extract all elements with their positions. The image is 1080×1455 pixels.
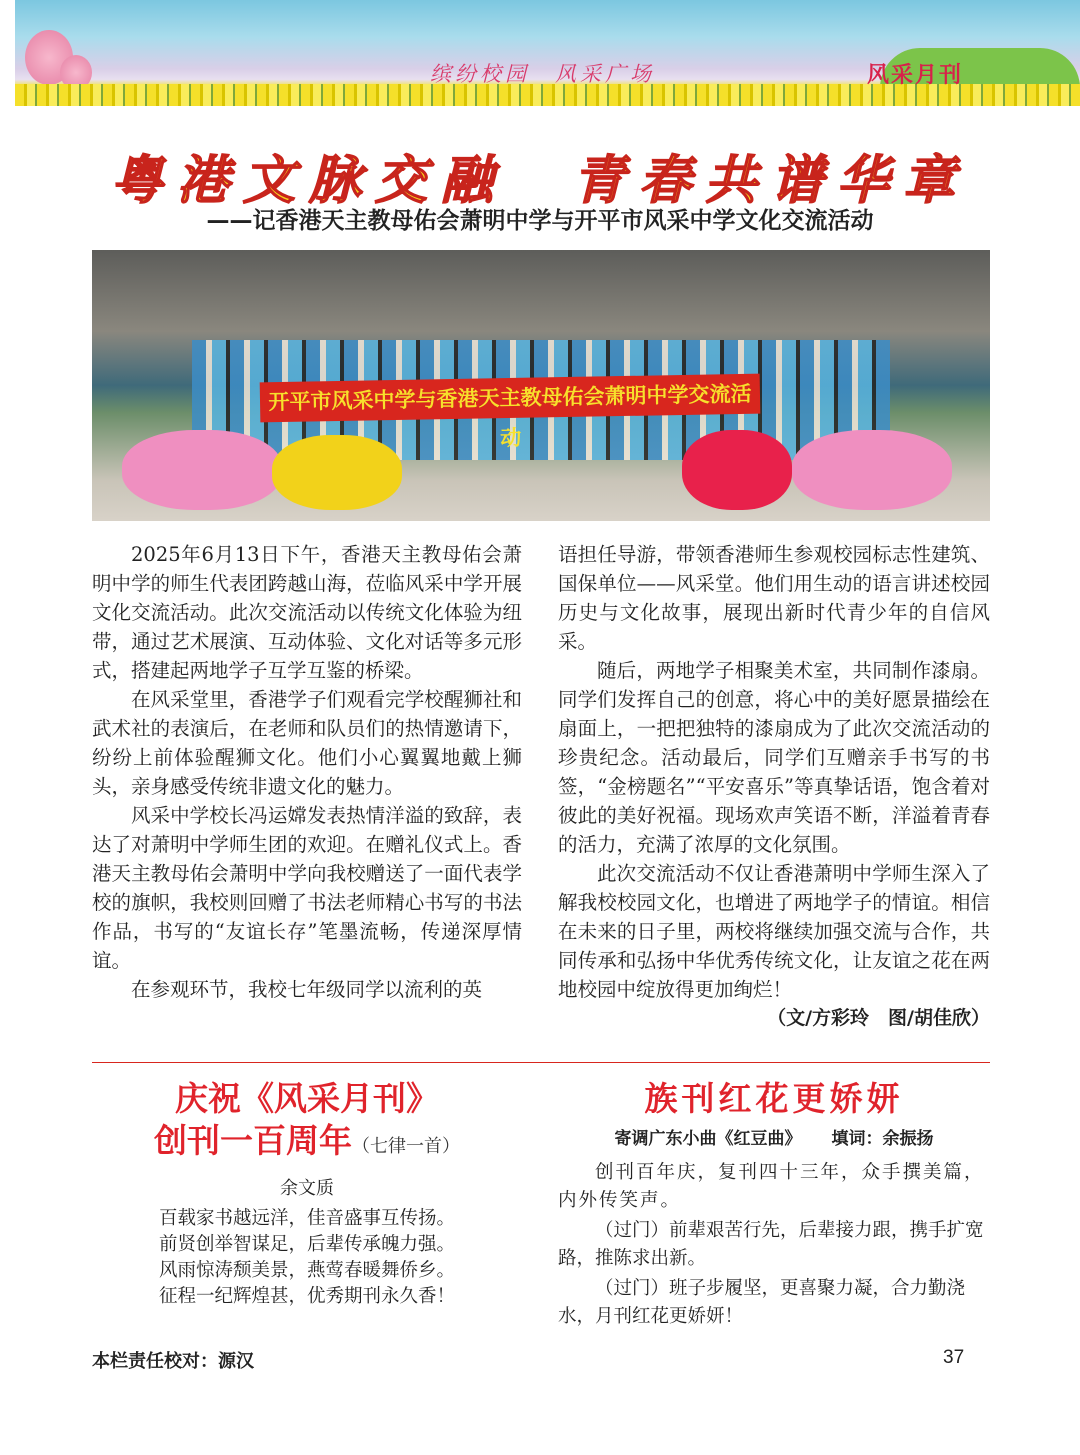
- poem-song: [558, 1078, 990, 1331]
- article-column-right: [558, 540, 990, 1033]
- poem-form: （七律一首）: [352, 1136, 460, 1157]
- header-slogan: 缤纷校园 风采广场: [430, 62, 655, 86]
- song-tune: 寄调广东小曲《红豆曲》: [614, 1129, 802, 1149]
- article-title: 粤港文脉交融 青春共谱华章: [110, 150, 969, 211]
- paragraph: 语担任导游，带领香港师生参观校园标志性建筑、国保单位——风采堂。他们用生动的语言讲述校园历史与文化故事，展现出新时代青少年的自信风采。: [558, 543, 990, 653]
- proofreader-credit: 本栏责任校对：源汉: [92, 1351, 254, 1372]
- magazine-name: 风采月刊: [867, 62, 964, 88]
- poem-line: 百载家书越远洋，佳音盛事互传扬。: [158, 1208, 455, 1229]
- page-number: 37: [943, 1347, 965, 1368]
- photo-banner-text: 开平市风采中学与香港天主教母佑会萧明中学交流活动: [260, 374, 761, 423]
- poem-title-line2: 创刊一百周年: [154, 1121, 352, 1160]
- song-paragraph: （过门）班子步履坚，更喜聚力凝，合力勤浇水，月刊红花更娇妍！: [558, 1278, 966, 1327]
- song-lyricist: 填词：余振扬: [831, 1129, 934, 1149]
- paragraph: 在参观环节，我校七年级同学以流利的英: [131, 978, 483, 1001]
- red-lion-head: [682, 430, 792, 510]
- poem-line: 前贤创举智谋足，后辈传承魄力强。: [158, 1234, 455, 1255]
- pink-lion-head: [122, 430, 282, 510]
- song-paragraph: （过门）前辈艰苦行先，后辈接力跟，携手扩宽路，推陈求出新。: [558, 1220, 984, 1269]
- paragraph: 风采中学校长冯运嫦发表热情洋溢的致辞，表达了对萧明中学师生团的欢迎。在赠礼仪式上。香港天主教母佑会萧明中学向我校赠送了一面代表学校的旗帜，我校则回赠了书法老师精心书写的书法作品，书写的“友谊长存”笔墨流畅，传递深厚情谊。: [92, 804, 522, 972]
- paragraph: 随后，两地学子相聚美术室，共同制作漆扇。同学们发挥自己的创意，将心中的美好愿景描绘在扇面上，一把把独特的漆扇成为了此次交流活动的珍贵纪念。活动最后，同学们互赠亲手书写的书签，“金榜题名”“平安喜乐”等真挚话语，饱含着对彼此的美好祝福。现场欢声笑语不断，洋溢着青春的活力，充满了浓厚的文化氛围。: [558, 659, 990, 856]
- song-title: 族刊红花更娇妍: [644, 1079, 904, 1118]
- paragraph: 在风采堂里，香港学子们观看完学校醒狮社和武术社的表演后，在老师和队员们的热情邀请下，纷纷上前体验醒狮文化。他们小心翼翼地戴上狮头，亲身感受传统非遗文化的魅力。: [92, 688, 522, 798]
- poem-line: 征程一纪辉煌甚，优秀期刊永久香！: [158, 1286, 455, 1307]
- section-divider: [92, 1062, 990, 1063]
- pink-lion-head: [792, 430, 952, 510]
- paragraph: 2025年6月13日下午，香港天主教母佑会萧明中学的师生代表团跨越山海，莅临风采中学开展文化交流活动。此次交流活动以传统文化体验为纽带，通过艺术展演、互动体验、文化对话等多元形式，搭建起两地学子互学互鉴的桥梁。: [92, 543, 522, 682]
- article-column-left: [92, 540, 522, 1004]
- byline: （文/方彩玲 图/胡佳欣）: [767, 1007, 990, 1029]
- poem-celebration: [92, 1078, 522, 1310]
- paragraph: 此次交流活动不仅让香港萧明中学师生深入了解我校校园文化，也增进了两地学子的情谊。相信在未来的日子里，两校将继续加强交流与合作，共同传承和弘扬中华优秀传统文化，让友谊之花在两地校园中绽放得更加绚烂！: [558, 862, 990, 1001]
- poem-line: 风雨惊涛颓美景，燕莺春暖舞侨乡。: [158, 1260, 455, 1281]
- group-photo: [92, 250, 990, 521]
- yellow-lion-head: [272, 435, 402, 510]
- song-paragraph: 创刊百年庆，复刊四十三年，众手撰美篇，内外传笑声。: [558, 1162, 985, 1211]
- article-subtitle: ——记香港天主教母佑会萧明中学与开平市风采中学文化交流活动: [206, 208, 874, 234]
- poem-title-line1: 庆祝《风采月刊》: [175, 1079, 439, 1118]
- header-banner: [15, 0, 1080, 106]
- poem-author: 余文质: [280, 1178, 334, 1199]
